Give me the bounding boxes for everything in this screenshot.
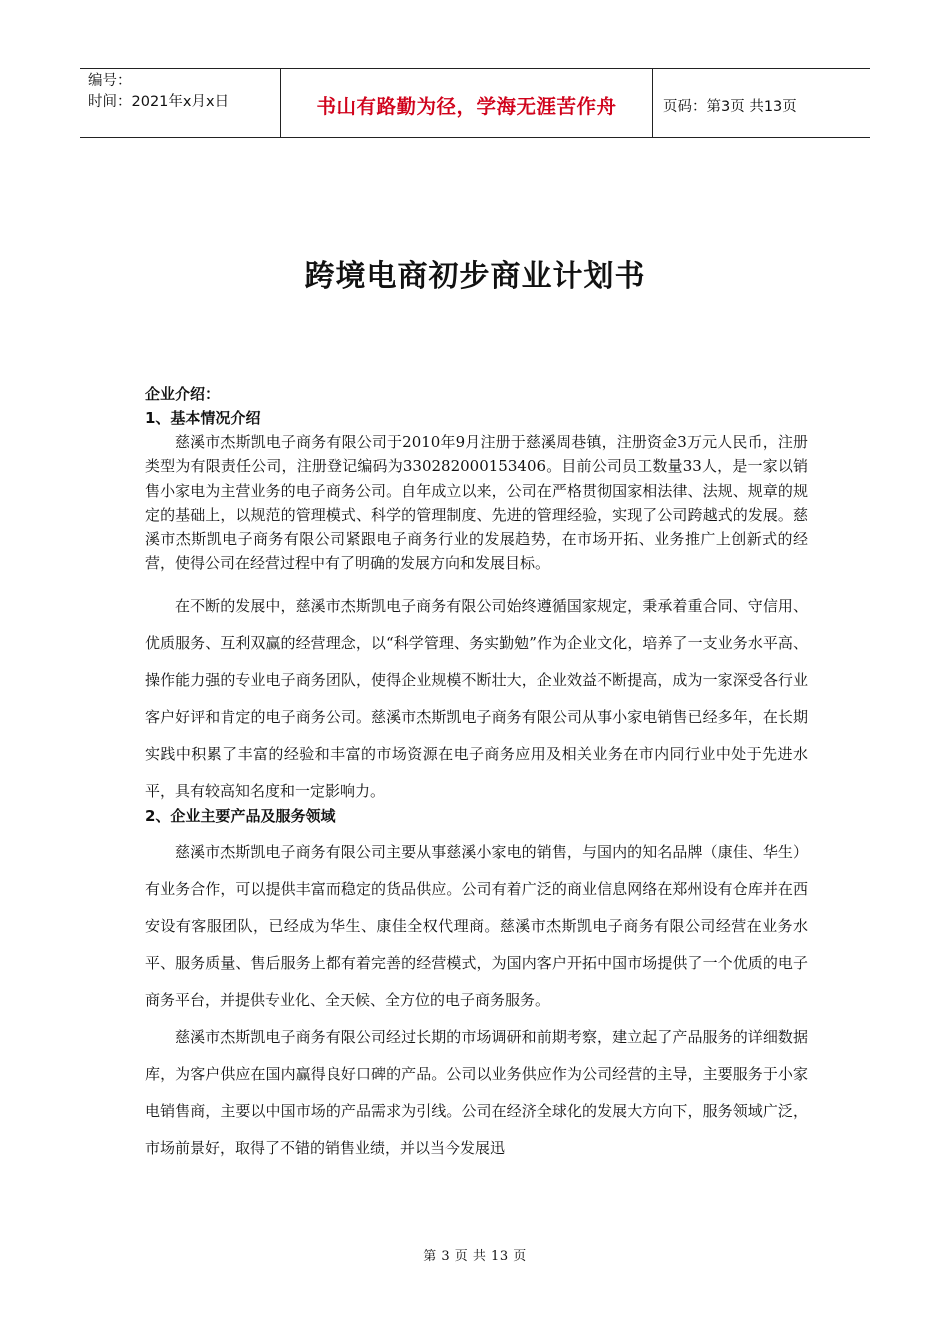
section-2-paragraph-2: 慈溪市杰斯凯电子商务有限公司经过长期的市场调研和前期考察，建立起了产品服务的详细数据库，为客户供应在国内赢得良好口碑的产品。公司以业务供应作为公司经营的主导，主要服务于小家电销售商，主要以中国市场的产品需求为引线。公司在经济全球化的发展大方向下，服务领域广泛，市场前景好，取得了不错的销售业绩，并以当今发展迅 bbox=[145, 1027, 808, 1157]
header-meta bbox=[80, 69, 280, 137]
section-1-paragraph-1: 慈溪市杰斯凯电子商务有限公司于2010年9月注册于慈溪周巷镇，注册资金3万元人民币，注册类型为有限责任公司，注册登记编码为330282000153406。目前公司员工数量33人，是一家以销售小家电为主营业务的电子商务公司。自年成立以来，公司在严格贯彻国家相法律、法规、规章的规定的基础上，以规范的管理模式、科学的管理制度、先进的管理经验，实现了公司跨越式的发展。慈溪市杰斯凯电子商务有限公司紧跟电子商务行业的发展趋势，在市场开拓、业务推广上创新式的经营，使得公司在经营过程中有了明确的发展方向和发展目标。 bbox=[145, 433, 808, 573]
section-2-heading: 2、企业主要产品及服务领域 bbox=[145, 806, 336, 825]
intro-heading: 企业介绍： bbox=[145, 385, 221, 403]
document-body bbox=[145, 382, 808, 1167]
header-motto-cell bbox=[280, 69, 653, 137]
document-number-label: 编号： bbox=[88, 73, 132, 89]
document-date: 时间：2021年x月x日 bbox=[88, 94, 230, 110]
section-1-paragraph-2: 在不断的发展中，慈溪市杰斯凯电子商务有限公司始终遵循国家规定，秉承着重合同、守信用、优质服务、互利双赢的经营理念，以“科学管理、务实勤勉”作为企业文化，培养了一支业务水平高、操作能力强的专业电子商务团队，使得企业规模不断壮大，企业效益不断提高，成为一家深受各行业客户好评和肯定的电子商务公司。慈溪市杰斯凯电子商务有限公司从事小家电销售已经多年，在长期实践中积累了丰富的经验和丰富的市场资源在电子商务应用及相关业务在市内同行业中处于先进水平，具有较高知名度和一定影响力。 bbox=[145, 596, 808, 800]
page-header bbox=[80, 68, 870, 138]
section-1-heading: 1、基本情况介绍 bbox=[145, 409, 261, 427]
header-motto: 书山有路勤为径，学海无涯苦作舟 bbox=[316, 95, 617, 118]
header-page-info: 页码：第3页 共13页 bbox=[663, 98, 797, 115]
section-2-paragraph-1: 慈溪市杰斯凯电子商务有限公司主要从事慈溪小家电的销售，与国内的知名品牌（康佳、华生）有业务合作，可以提供丰富而稳定的货品供应。公司有着广泛的商业信息网络在郑州设有仓库并在西安设有客服团队，已经成为华生、康佳全权代理商。慈溪市杰斯凯电子商务有限公司经营在业务水平、服务质量、售后服务上都有着完善的经营模式，为国内客户开拓中国市场提供了一个优质的电子商务平台，并提供专业化、全天候、全方位的电子商务服务。 bbox=[145, 842, 808, 1009]
page-footer: 第 3 页 共 13 页 bbox=[423, 1249, 527, 1264]
document-title: 跨境电商初步商业计划书 bbox=[304, 259, 646, 294]
